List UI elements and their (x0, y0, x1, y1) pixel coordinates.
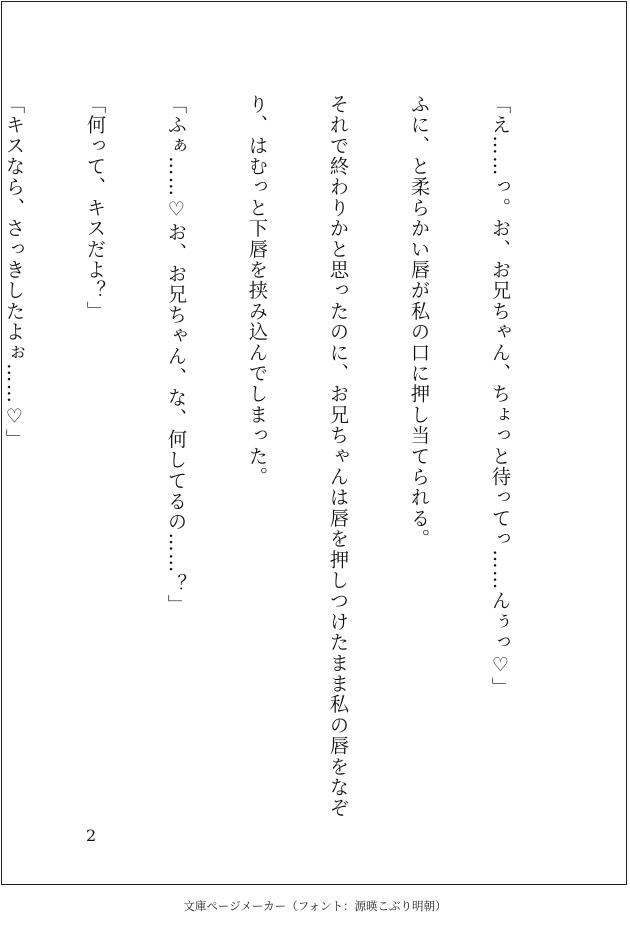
text-line: 「ふぁ……♡お、お兄ちゃん、な、何してるの……？」 (165, 94, 188, 616)
page-frame (1, 1, 627, 885)
page-number: 2 (86, 826, 97, 845)
vertical-text-body (3, 94, 568, 819)
text-line: 「え……っ。お、お兄ちゃん、ちょっと待ってっ……んぅっ♡」 (489, 94, 512, 699)
text-line: それで終わりかと思ったのに、お兄ちゃんは唇を押しつけたまま私の唇をなぞ (327, 94, 350, 819)
text-line: ふに、と柔らかい唇が私の口に押し当てられる。 (408, 94, 431, 550)
text-line: 「キスなら、さっきしたよぉ……♡」 (3, 94, 26, 450)
text-line: り、はむっと下唇を挟み込んでしまった。 (246, 94, 269, 488)
text-line: 「何って、キスだよ？」 (84, 94, 107, 322)
footer-credit: 文庫ページメーカー（フォント：源暎こぶり明朝） (183, 899, 447, 913)
